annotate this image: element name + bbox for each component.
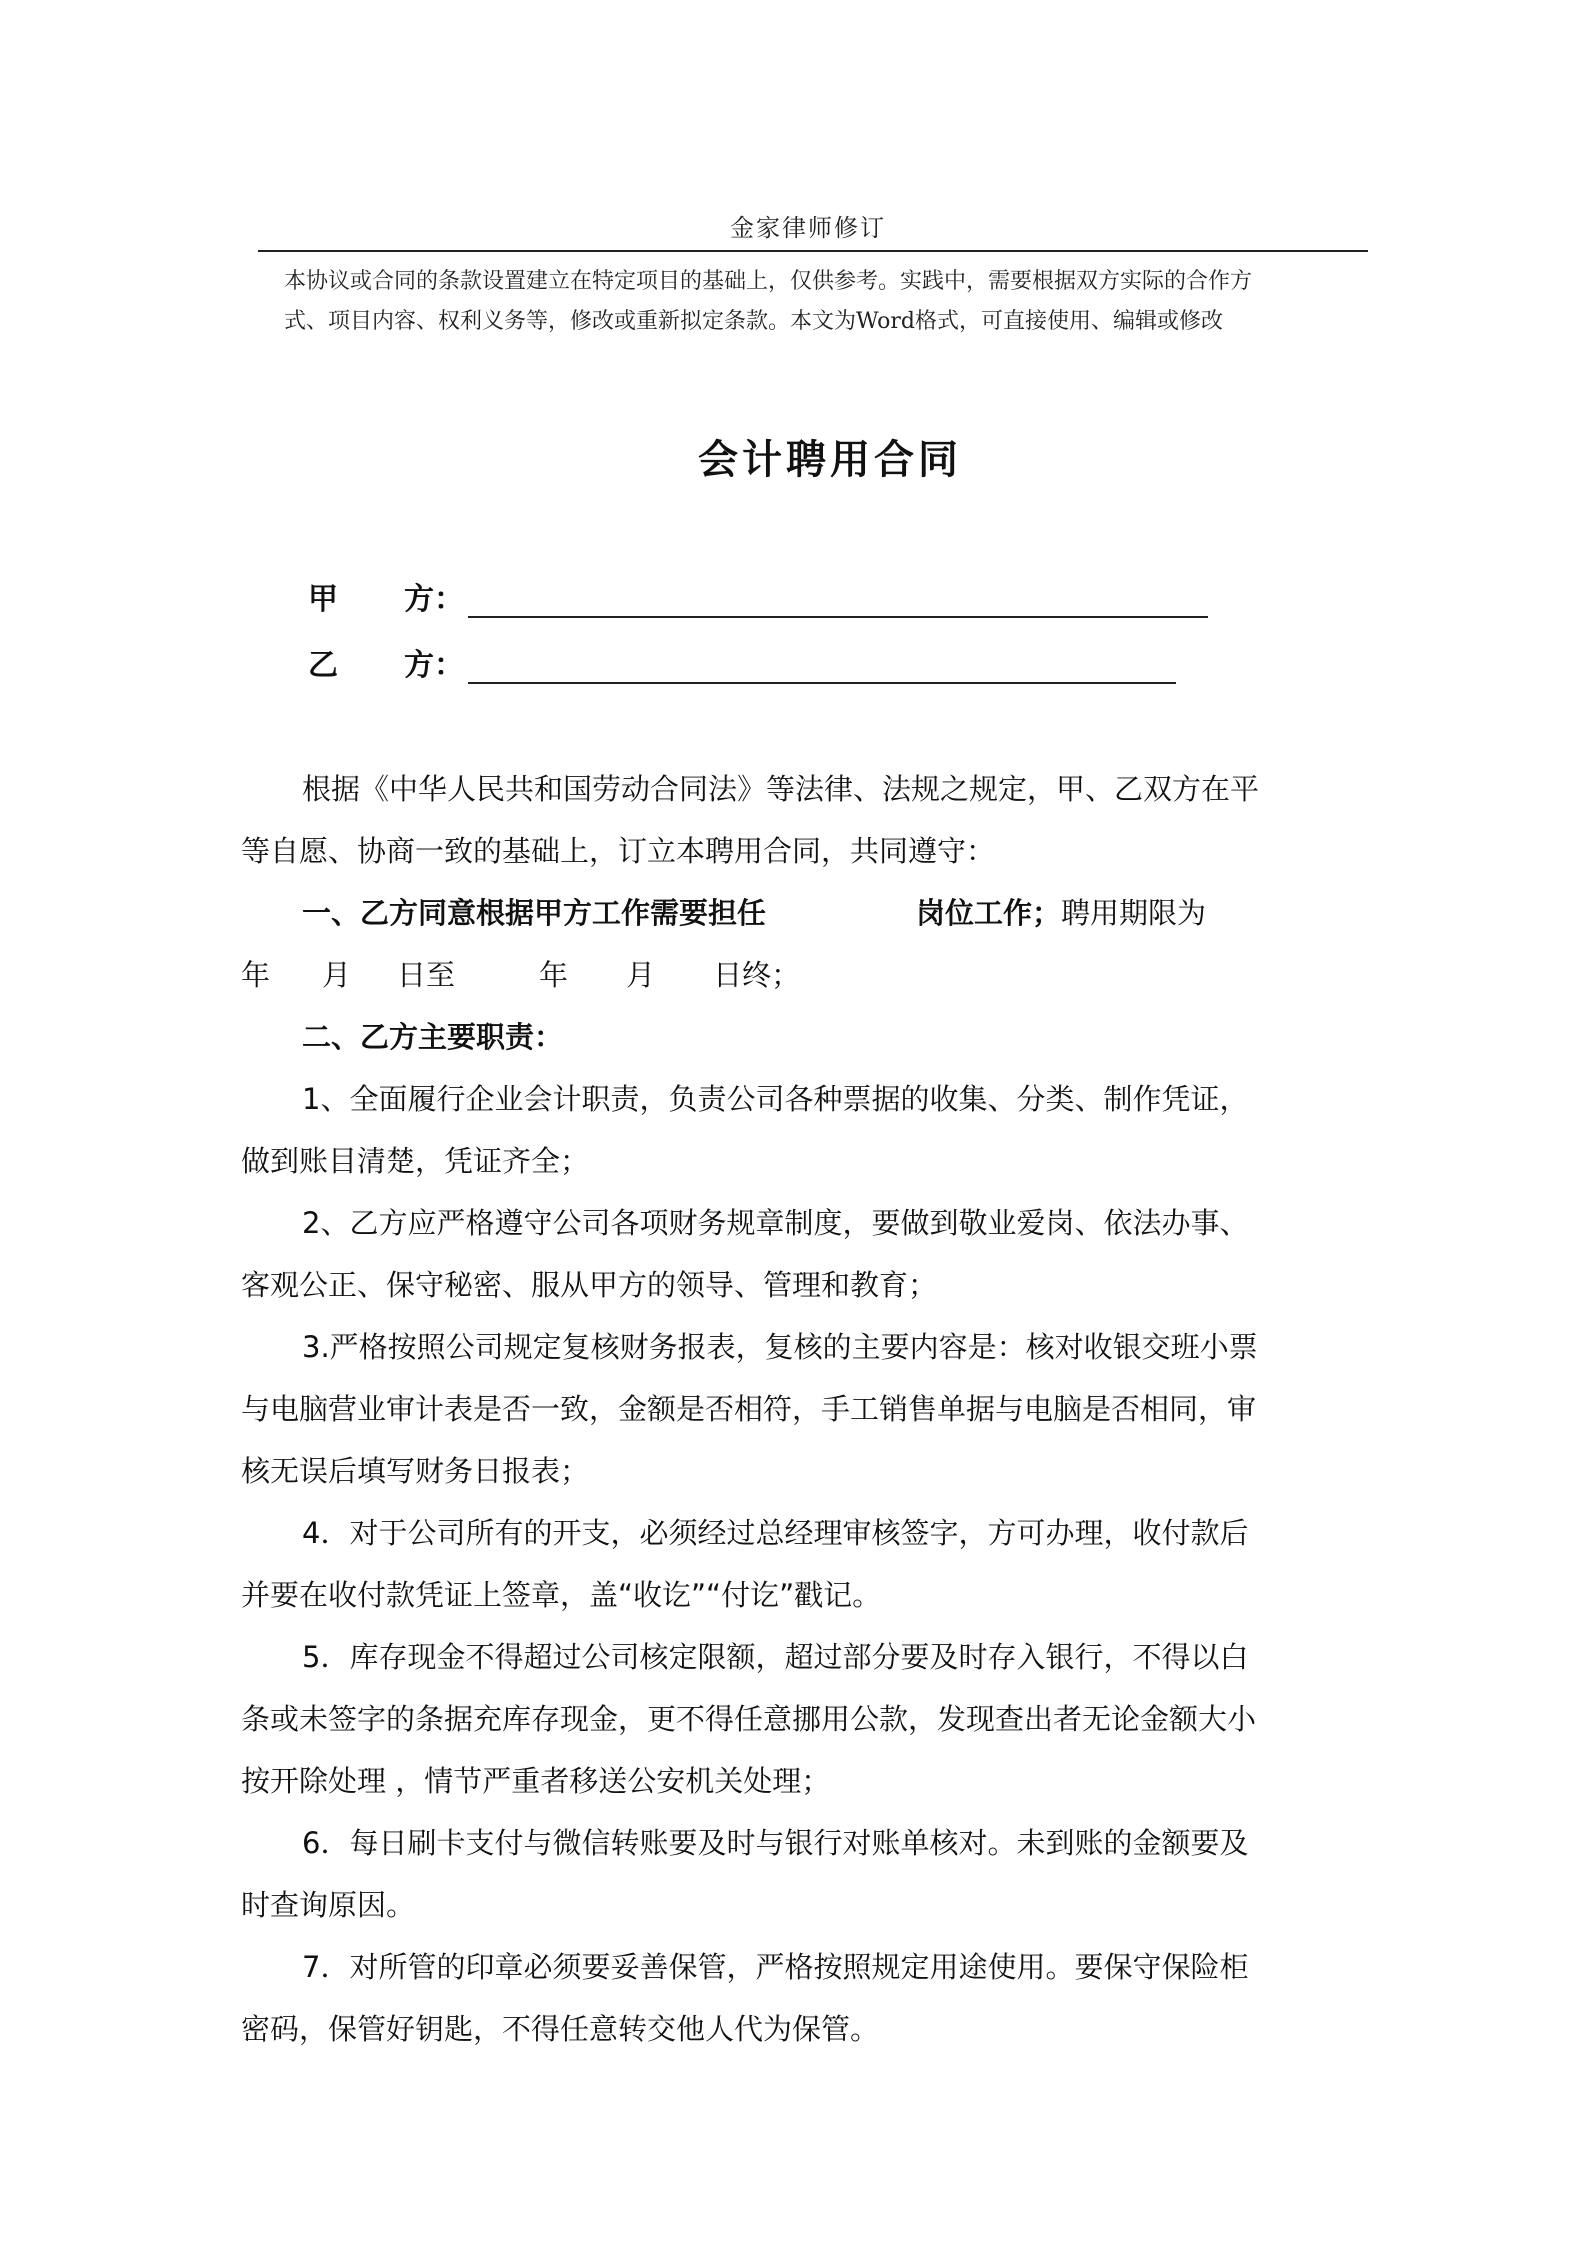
date-month-2: 月 bbox=[626, 958, 656, 992]
date-day-2: 日终； bbox=[713, 958, 801, 992]
header-title: 金家律师修订 bbox=[730, 214, 886, 242]
item-5-line-2: 条或未签字的条据充库存现金，更不得任意挪用公款，发现查出者无论金额大小 bbox=[241, 1702, 1257, 1736]
date-year-1: 年 bbox=[241, 958, 271, 992]
disclaimer-line-1: 本协议或合同的条款设置建立在特定项目的基础上，仅供参考。实践中，需要根据双方实际的合作方 bbox=[284, 269, 1253, 294]
party-a-blank bbox=[468, 582, 1208, 618]
item-3-line-1: 3.严格按照公司规定复核财务报表，复核的主要内容是：核对收银交班小票 bbox=[302, 1330, 1258, 1364]
item-4-line-1: 4．对于公司所有的开支，必须经过总经理审核签字，方可办理，收付款后 bbox=[302, 1516, 1249, 1550]
item-2-line-1: 2、乙方应严格遵守公司各项财务规章制度，要做到敬业爱岗、依法办事、 bbox=[302, 1206, 1249, 1240]
clause-2-title: 二、乙方主要职责： bbox=[302, 1020, 564, 1054]
item-5-line-1: 5．库存现金不得超过公司核定限额，超过部分要及时存入银行，不得以白 bbox=[302, 1640, 1249, 1674]
clause-1-part-a: 一、乙方同意根据甲方工作需要担任 bbox=[302, 896, 767, 930]
party-b-label: 方： bbox=[404, 648, 464, 683]
date-month-1: 月 bbox=[322, 958, 352, 992]
clause-1-line-1 bbox=[302, 882, 1206, 944]
item-3-line-2: 与电脑营业审计表是否一致，金额是否相符，手工销售单据与电脑是否相同，审 bbox=[241, 1392, 1257, 1426]
item-1-line-2: 做到账目清楚，凭证齐全； bbox=[241, 1144, 590, 1178]
date-day-1: 日至 bbox=[397, 958, 456, 992]
clause-1-part-b: 岗位工作； bbox=[916, 896, 1062, 930]
clause-1-line-2 bbox=[241, 944, 800, 1006]
item-1-line-1: 1、全面履行企业会计职责，负责公司各种票据的收集、分类、制作凭证， bbox=[302, 1082, 1249, 1116]
item-6-line-1: 6．每日刷卡支付与微信转账要及时与银行对账单核对。未到账的金额要及 bbox=[302, 1826, 1249, 1860]
clause-1-part-c: 聘用期限为 bbox=[1061, 896, 1207, 930]
party-a-label: 方： bbox=[404, 582, 464, 617]
intro-line-2: 等自愿、协商一致的基础上，订立本聘用合同，共同遵守： bbox=[241, 834, 996, 868]
intro-line-1: 根据《中华人民共和国劳动合同法》等法律、法规之规定，甲、乙双方在平 bbox=[302, 772, 1260, 806]
disclaimer-line-2: 式、项目内容、权利义务等，修改或重新拟定条款。本文为Word格式，可直接使用、编辑或修改 bbox=[284, 309, 1223, 334]
date-year-2: 年 bbox=[539, 958, 569, 992]
item-2-line-2: 客观公正、保守秘密、服从甲方的领导、管理和教育； bbox=[241, 1268, 938, 1302]
party-a-line bbox=[308, 574, 1208, 618]
item-6-line-2: 时查询原因。 bbox=[241, 1888, 416, 1922]
item-4-line-2: 并要在收付款凭证上签章，盖“收讫”“付讫”戳记。 bbox=[241, 1578, 882, 1612]
header-rule bbox=[258, 250, 1368, 252]
party-b-blank bbox=[468, 648, 1176, 684]
item-3-line-3: 核无误后填写财务日报表； bbox=[241, 1454, 590, 1488]
party-b-line bbox=[308, 640, 1176, 684]
party-b-char: 乙 bbox=[308, 648, 338, 683]
item-7-line-1: 7．对所管的印章必须要妥善保管，严格按照规定用途使用。要保守保险柜 bbox=[302, 1950, 1249, 1984]
item-7-line-2: 密码，保管好钥匙，不得任意转交他人代为保管。 bbox=[241, 2012, 880, 2046]
item-5-line-3: 按开除处理 ，情节严重者移送公安机关处理； bbox=[241, 1764, 831, 1798]
party-a-char: 甲 bbox=[308, 582, 338, 617]
document-title: 会计聘用合同 bbox=[698, 437, 962, 483]
